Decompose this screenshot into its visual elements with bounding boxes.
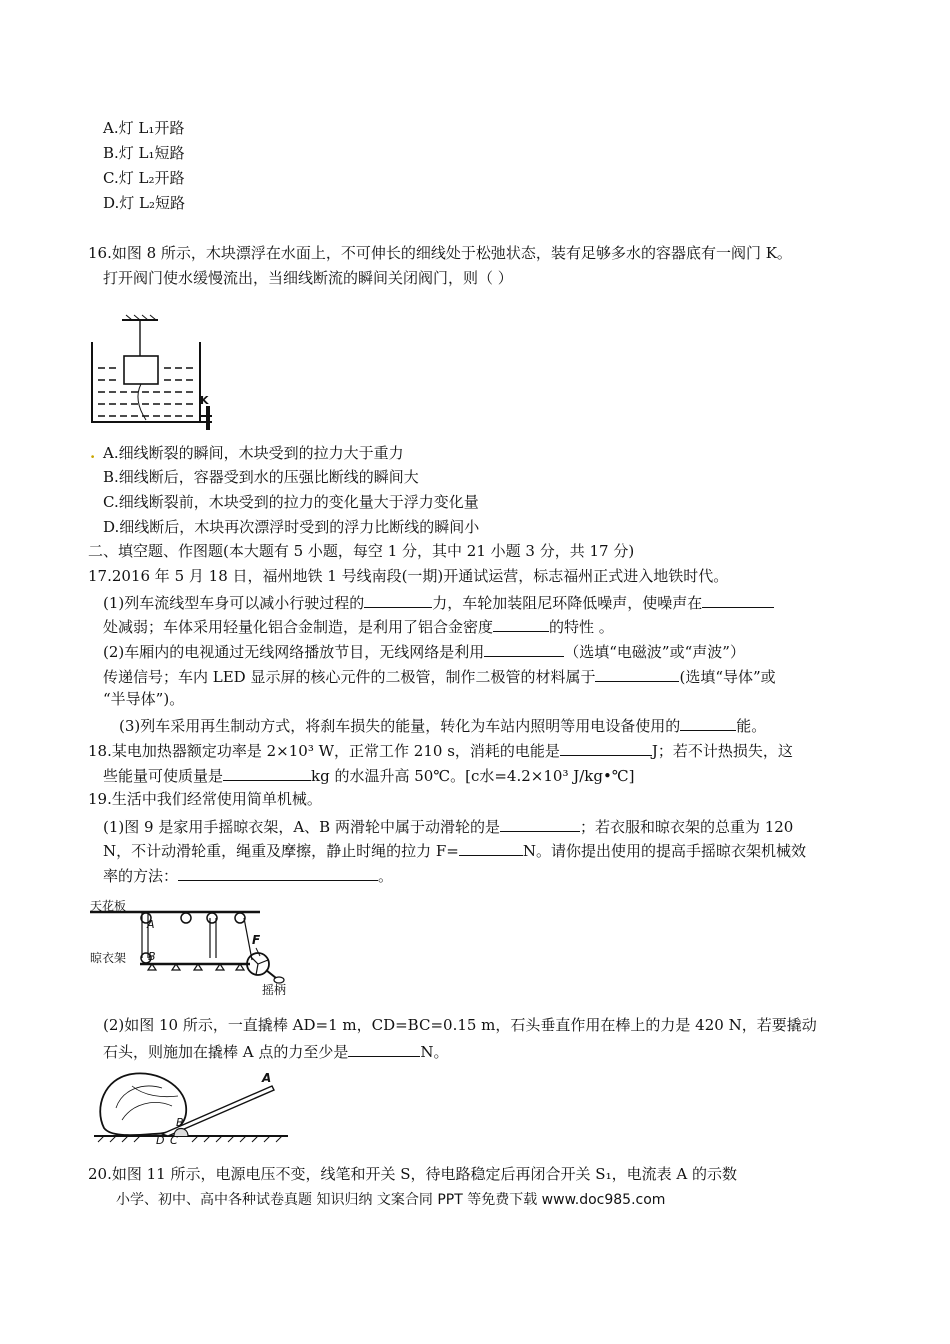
q16-option-b: B.细线断后，容器受到水的压强比断线的瞬间大 (103, 468, 419, 486)
figure-10-label-c: C (170, 1134, 178, 1144)
q19-stem: 19.生活中我们经常使用简单机械。 (88, 790, 322, 808)
q17-blank-3[interactable] (493, 615, 549, 632)
q17-blank-5[interactable] (595, 665, 679, 682)
q17-blank-1[interactable] (364, 591, 432, 608)
q16-option-d: D.细线断后，木块再次漂浮时受到的浮力比断线的瞬间小 (103, 518, 480, 536)
q16-stem-line1: 16.如图 8 所示，木块漂浮在水面上，不可伸长的细线处于松弛状态，装有足够多水的容器底有一阀门 K。 (88, 244, 792, 262)
q17-p1-text-d: 的特性 。 (549, 618, 614, 636)
q18-blank-2[interactable] (223, 764, 311, 781)
q18-line1 (88, 739, 793, 761)
q19-p1-text-b: ；若衣服和晾衣架的总重为 120 (579, 818, 794, 836)
q17-part2-line2 (103, 665, 776, 687)
q19-p1-text-e: 率的方法： (103, 867, 179, 885)
q17-p2-text-a: (2)车厢内的电视通过无线网络播放节目，无线网络是利用 (103, 643, 485, 661)
figure-9-label-a: A (147, 918, 155, 931)
q16-option-c: C.细线断裂前，木块受到的拉力的变化量大于浮力变化量 (103, 493, 479, 511)
figure-10-label-a: A (262, 1071, 272, 1085)
q17-p2-text-d: (选填“导体”或 (679, 668, 776, 686)
figure-9-label-crank: 摇柄 (262, 983, 287, 997)
q19-p2-text-b: 石头，则施加在撬棒 A 点的力至少是 (103, 1043, 349, 1061)
q17-p1-text-a: (1)列车流线型车身可以减小行驶过程的 (103, 594, 365, 612)
q17-p2-text-b: （选填“电磁波”或“声波”） (564, 643, 745, 661)
q19-part2-line2 (103, 1040, 449, 1062)
q17-part3 (119, 714, 766, 736)
q19-blank-3[interactable] (178, 864, 378, 881)
q15-option-a: A.灯 L₁开路 (103, 119, 185, 137)
q18-text-b: J；若不计热损失，这 (651, 742, 793, 760)
figure-9-label-f: F (252, 933, 261, 947)
q17-blank-2[interactable] (702, 591, 774, 608)
q19-p1-text-c: N，不计动滑轮重，绳重及摩擦，静止时绳的拉力 F= (103, 842, 459, 860)
q17-blank-4[interactable] (484, 640, 564, 657)
q19-blank-1[interactable] (500, 815, 580, 832)
q18-text-c: 些能量可使质量是 (103, 767, 224, 785)
q15-option-c: C.灯 L₂开路 (103, 169, 185, 187)
q17-part2-line3: “半导体”)。 (103, 690, 185, 708)
q17-part1-line1 (103, 591, 774, 613)
q15-option-b: B.灯 L₁短路 (103, 144, 185, 162)
q17-p2-text-c: 传递信号；车内 LED 显示屏的核心元件的二极管，制作二极管的材料属于 (103, 668, 596, 686)
q19-part2-line1: (2)如图 10 所示，一直撬棒 AD=1 m，CD=BC=0.15 m，石头垂直作用在棒上的力是 420 N，若要撬动 (103, 1016, 817, 1034)
q18-blank-1[interactable] (560, 739, 652, 756)
q19-part1-line3 (103, 864, 393, 886)
q19-part1-line2 (103, 839, 806, 861)
q15-option-d: D.灯 L₂短路 (103, 194, 186, 212)
q19-p1-text-d: N。请你提出使用的提高手摇晾衣架机械效 (522, 842, 807, 860)
q17-p1-text-b: 力，车轮加装阻尼环降低噪声，使噪声在 (432, 594, 703, 612)
figure-8-container-diagram (88, 312, 228, 430)
figure-10-label-b: B (176, 1116, 184, 1129)
q19-part1-line1 (103, 815, 793, 837)
q16-option-a: A.细线断裂的瞬间，木块受到的拉力大于重力 (103, 444, 404, 462)
q18-text-d: kg 的水温升高 50℃。[c水=4.2×10³ J/kg•℃] (311, 767, 635, 785)
figure-9-label-b: B (148, 950, 156, 963)
q17-blank-6[interactable] (680, 714, 736, 731)
figure-9-clothes-rack-diagram (90, 898, 300, 998)
figure-9-label-ceiling: 天花板 (90, 899, 127, 913)
q17-part1-line2 (103, 615, 614, 637)
q19-blank-2[interactable] (459, 839, 523, 856)
q19-p2-text-c: N。 (420, 1043, 449, 1061)
q17-p3-text-b: 能。 (736, 717, 767, 735)
q20-stem: 20.如图 11 所示，电源电压不变，线笔和开关 S，待电路稳定后再闭合开关 S₁，电流表 A 的示数 (88, 1165, 737, 1183)
figure-10-label-d: D (156, 1134, 165, 1144)
figure-9-label-rack: 晾衣架 (90, 951, 127, 965)
q17-stem: 17.2016 年 5 月 18 日，福州地铁 1 号线南段(一期)开通试运营，标志福州正式进入地铁时代。 (88, 567, 729, 585)
q16-dot: . (90, 444, 96, 462)
figure-10-crowbar-diagram (92, 1068, 292, 1144)
q19-p1-text-a: (1)图 9 是家用手摇晾衣架，A、B 两滑轮中属于动滑轮的是 (103, 818, 500, 836)
q17-p1-text-c: 处减弱；车体采用轻量化铝合金制造，是利用了铝合金密度 (103, 618, 494, 636)
q19-p1-text-f: 。 (378, 867, 394, 885)
q17-part2-line1 (103, 640, 745, 662)
figure-8-label-k: K (200, 394, 209, 407)
section-2-heading: 二、填空题、作图题(本大题有 5 小题，每空 1 分，其中 21 小题 3 分，共 17 分) (88, 542, 635, 560)
q18-line2 (103, 764, 634, 786)
q16-stem-line2: 打开阀门使水缓慢流出，当细线断流的瞬间关闭阀门，则（ ） (103, 269, 513, 287)
q19-blank-4[interactable] (348, 1040, 420, 1057)
q17-p3-text-a: (3)列车采用再生制动方式，将刹车损失的能量，转化为车站内照明等用电设备使用的 (119, 717, 681, 735)
page-footer: 小学、初中、高中各种试卷真题 知识归纳 文案合同 PPT 等免费下载 www.doc985.com (116, 1192, 666, 1208)
q18-text-a: 18.某电加热器额定功率是 2×10³ W，正常工作 210 s，消耗的电能是 (88, 742, 560, 760)
